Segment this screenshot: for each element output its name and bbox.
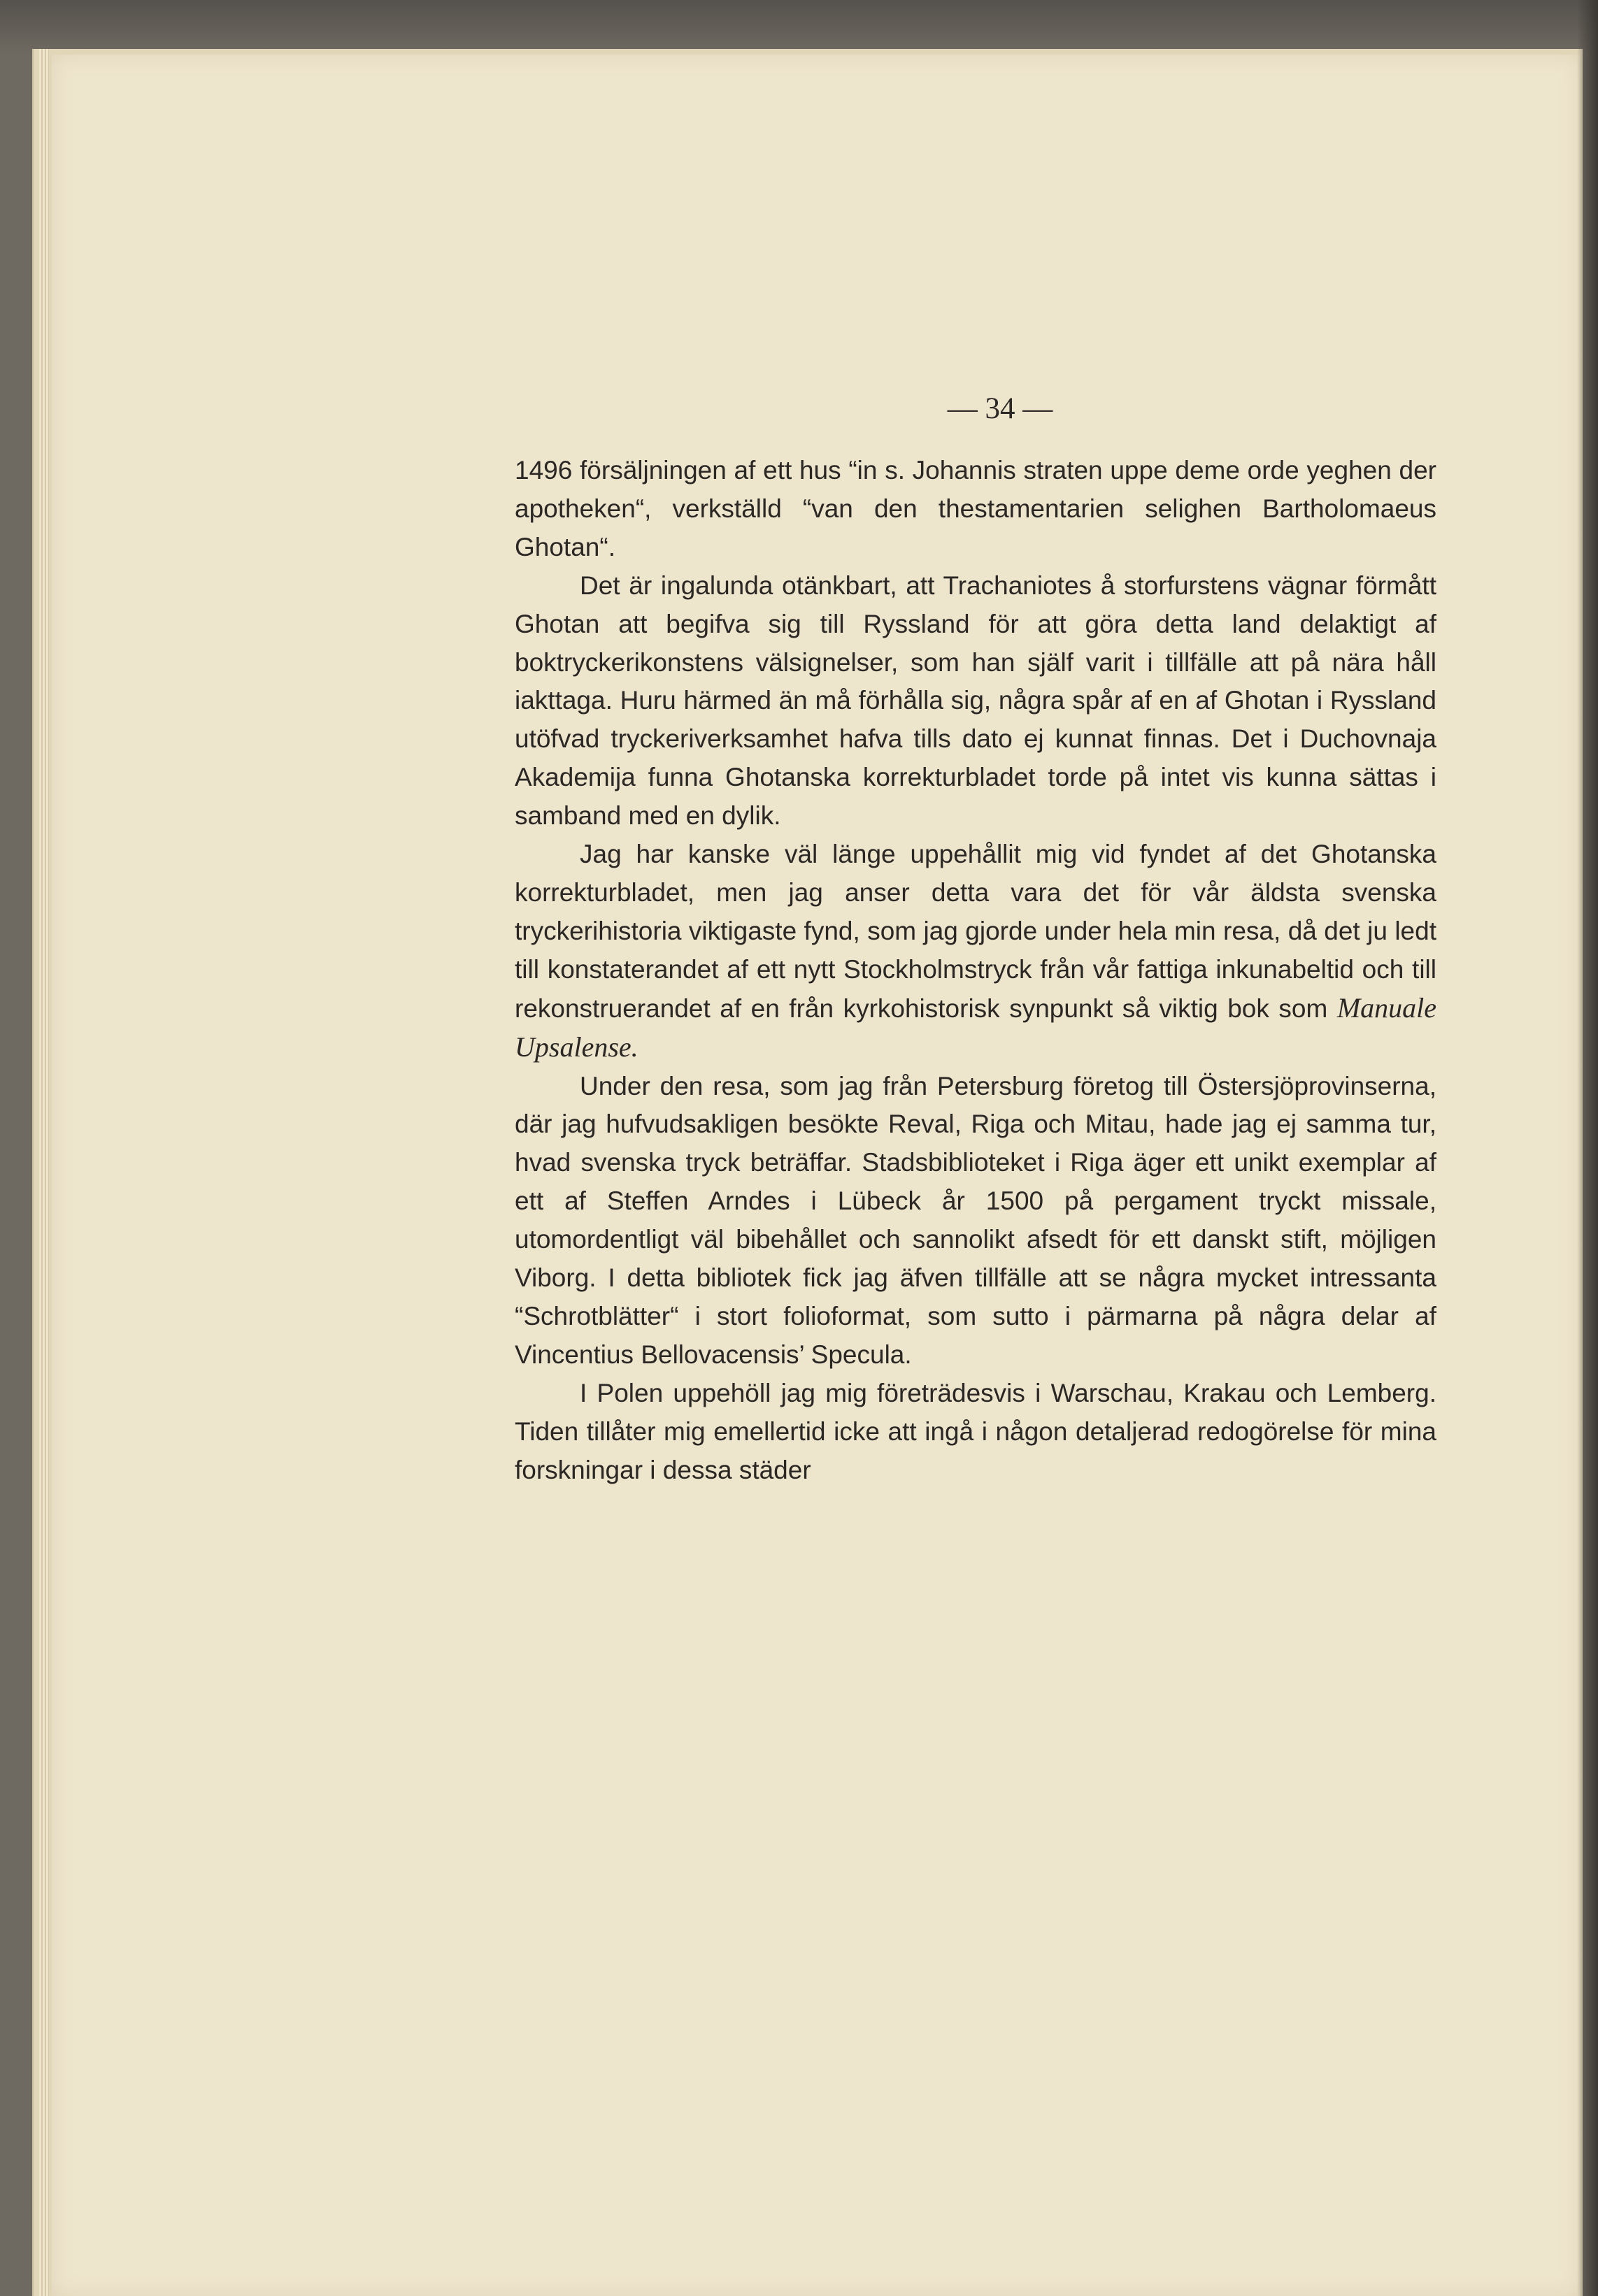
scan-background (0, 0, 1598, 55)
binding-shadow (1577, 0, 1598, 2296)
paragraph-3 (515, 835, 1436, 1067)
paragraph-3-text: Jag har kanske väl länge uppehållit mig vid fyndet af det Ghotanska korrekturbladet, men jag anser detta vara det för vår äldsta svenska tryckerihistoria viktigaste fynd, som jag gjorde under hela min resa, då det ju ledt till konstaterandet af ett nytt Stockholmstryck från vår fattiga inkunabeltid och till rekonstruerandet af en från kyrkohistorisk synpunkt så viktig bok som (515, 840, 1436, 1023)
paragraph-2: Det är ingalunda otänkbart, att Trachaniotes å storfurstens vägnar förmått Ghotan att begifva sig till Ryssland för att göra detta land delaktigt af boktryckerikonstens välsignelser, som han själf varit i tillfälle att på nära håll iakttaga. Huru härmed än må förhålla sig, några spår af en af Ghotan i Ryssland utöfvad tryckeriverksamhet hafva tills dato ej kunnat finnas. Det i Duchovnaja Akademija funna Ghotanska korrekturbladet torde på intet vis kunna sättas i samband med en dylik. (515, 571, 1436, 831)
page-number: — 34 — (947, 392, 1053, 425)
paragraph-4: Under den resa, som jag från Petersburg företog till Östersjöprovinserna, där jag hufvudsakligen besökte Reval, Riga och Mitau, hade jag ej samma tur, hvad svenska tryck beträffar. Stadsbiblioteket i Riga äger ett unikt exemplar af ett af Steffen Arndes i Lübeck år 1500 på pergament tryckt missale, utomordentligt väl bibehållet och sannolikt afsedt för ett danskt stift, möjligen Viborg. I detta bibliotek fick jag äfven tillfälle att se några mycket intressanta “Schrotblätter“ i stort folioformat, som sutto i pärmarna på några delar af Vincentius Bellovacensis’ Specula. (515, 1071, 1436, 1369)
body-text (515, 452, 1436, 1489)
paragraph-5: I Polen uppehöll jag mig företrädesvis i Warschau, Krakau och Lemberg. Tiden tillåter mig emellertid icke att ingå i någon detaljerad redogörelse för mina forskningar i dessa städer (515, 1378, 1436, 1484)
book-title-italic: Manuale Upsalense. (515, 991, 1437, 1063)
paragraph-1: 1496 försäljningen af ett hus “in s. Johannis straten uppe deme orde yeghen der apotheken“, verkställd “van den thestamentarien selighen Bartholomaeus Ghotan“. (515, 456, 1436, 561)
